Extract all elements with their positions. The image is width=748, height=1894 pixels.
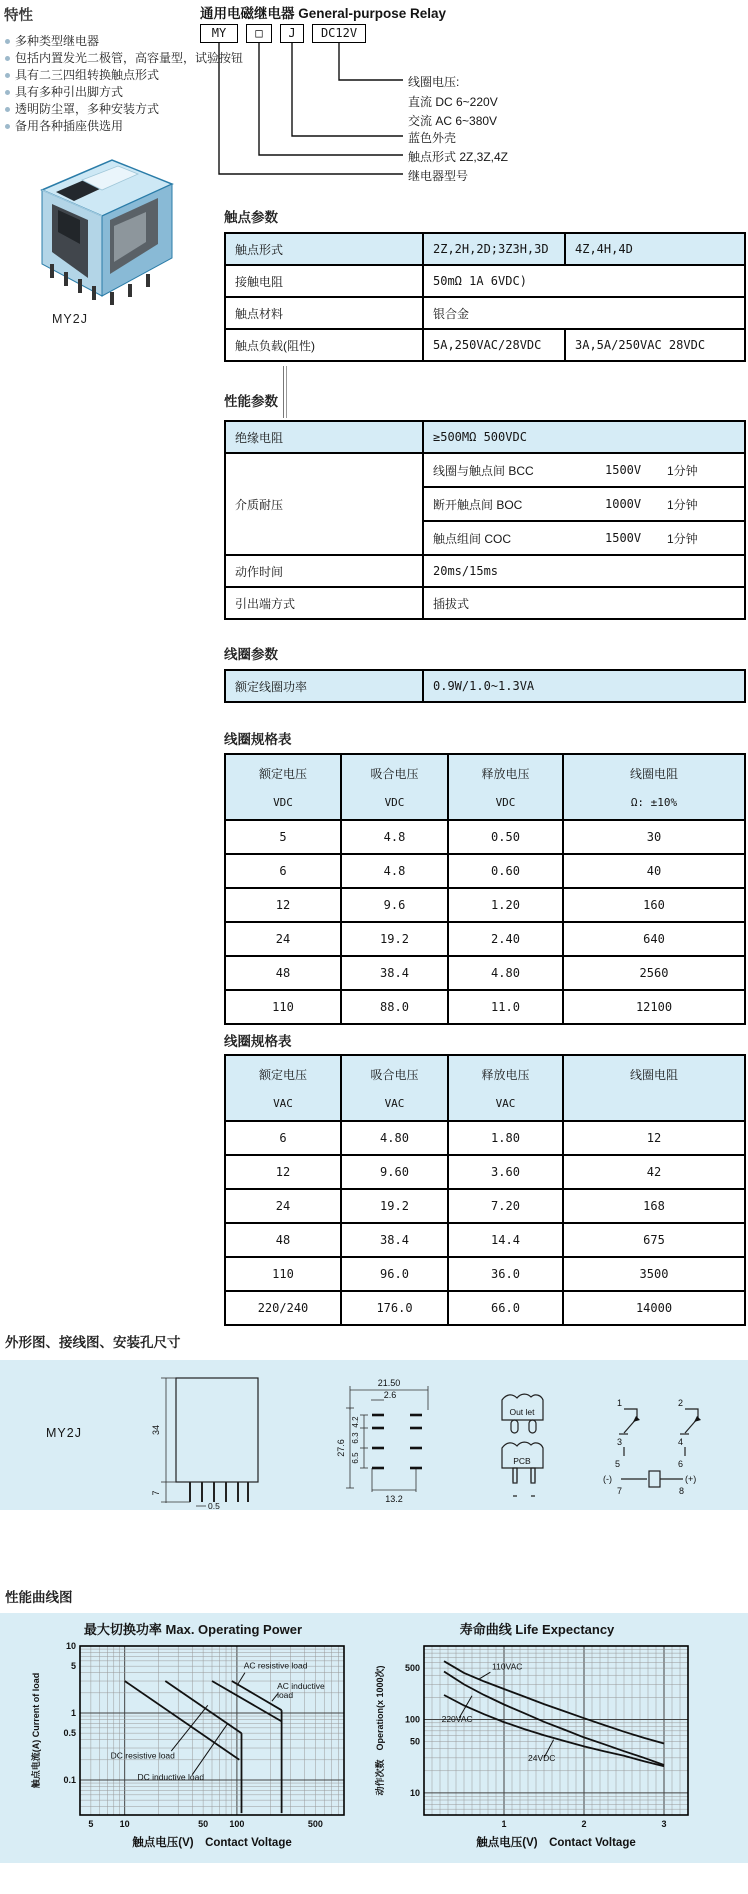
table-row bbox=[225, 1291, 745, 1325]
table-cell: 1.20 bbox=[448, 888, 563, 922]
table-row bbox=[225, 922, 745, 956]
features-heading: 特性 bbox=[4, 8, 33, 24]
model-box-series: MY bbox=[200, 24, 238, 43]
table-cell: 24 bbox=[225, 1189, 341, 1223]
contact-params-heading: 触点参数 bbox=[224, 210, 278, 225]
dim-pin-length: 7 bbox=[151, 1490, 161, 1496]
param-value: 插拔式 bbox=[423, 587, 745, 619]
table-cell: 675 bbox=[563, 1223, 745, 1257]
pin-number-2: 2 bbox=[678, 1398, 684, 1408]
table-cell: 176.0 bbox=[341, 1291, 448, 1325]
table-cell: 14.4 bbox=[448, 1223, 563, 1257]
table-body bbox=[225, 820, 745, 1024]
dielectric-duration: 1分钟 bbox=[667, 531, 698, 546]
svg-text:0.5: 0.5 bbox=[63, 1728, 76, 1739]
table-cell: 30 bbox=[563, 820, 745, 854]
feature-item: 具有二三四组转换触点形式 bbox=[4, 67, 204, 84]
param-value bbox=[423, 521, 745, 555]
outlet-label: Out let bbox=[509, 1407, 535, 1417]
svg-text:110VAC: 110VAC bbox=[492, 1661, 523, 1672]
svg-text:5: 5 bbox=[88, 1819, 94, 1829]
param-value: ≥500MΩ 500VDC bbox=[423, 421, 745, 453]
table-row bbox=[225, 888, 745, 922]
param-value: 0.9W/1.0~1.3VA bbox=[423, 670, 745, 702]
column-header: 额定电压 VAC bbox=[225, 1055, 341, 1121]
dim-pcb-spacing-mid: 6.3 bbox=[351, 1432, 360, 1444]
dim-pin-tip: 0.5 bbox=[208, 1501, 220, 1510]
dim-height: 34 bbox=[151, 1424, 161, 1436]
coil-spec-ac-heading: 线圈规格表 bbox=[224, 1034, 292, 1049]
param-value: 3A,5A/250VAC 28VDC bbox=[565, 329, 745, 361]
param-value: 4Z,4H,4D bbox=[565, 233, 745, 265]
photo-model-label: MY2J bbox=[52, 312, 88, 326]
feature-item: 备用各种插座供选用 bbox=[4, 118, 204, 135]
table-cell: 19.2 bbox=[341, 922, 448, 956]
table-row bbox=[225, 587, 745, 619]
param-label: 动作时间 bbox=[225, 555, 423, 587]
pin-number-4: 4 bbox=[678, 1437, 684, 1447]
table-row bbox=[225, 297, 745, 329]
svg-text:10: 10 bbox=[409, 1787, 420, 1798]
svg-text:1: 1 bbox=[501, 1819, 507, 1829]
svg-text:动作次数 Operation(x 1000次): 动作次数 Operation(x 1000次) bbox=[375, 1665, 385, 1796]
table-cell: 6 bbox=[225, 1121, 341, 1155]
svg-text:3: 3 bbox=[661, 1819, 667, 1829]
model-box-contact-form: □ bbox=[246, 24, 272, 43]
table-cell: 110 bbox=[225, 990, 341, 1024]
pcb-holes bbox=[372, 1415, 422, 1468]
svg-text:1: 1 bbox=[70, 1707, 76, 1718]
life-expectancy-chart bbox=[372, 1619, 702, 1858]
svg-text:100: 100 bbox=[229, 1819, 245, 1829]
table-cell: 3500 bbox=[563, 1257, 745, 1291]
table-cell: 38.4 bbox=[341, 956, 448, 990]
svg-text:触点电流(A) Current of load: 触点电流(A) Current of load bbox=[31, 1672, 41, 1789]
table-cell: 0.60 bbox=[448, 854, 563, 888]
column-header: 线圈电阻 bbox=[563, 1055, 745, 1121]
table-row bbox=[225, 956, 745, 990]
table-cell: 24 bbox=[225, 922, 341, 956]
param-label: 绝缘电阻 bbox=[225, 421, 423, 453]
dim-pcb-height: 27.6 bbox=[336, 1439, 346, 1457]
table-body bbox=[225, 1121, 745, 1325]
param-value: 银合金 bbox=[423, 297, 745, 329]
coil-plus-label: (+) bbox=[685, 1474, 697, 1484]
param-label: 接触电阻 bbox=[225, 265, 423, 297]
callout-coil-voltage-ac: 交流 AC 6~380V bbox=[408, 114, 498, 128]
table-cell: 160 bbox=[563, 888, 745, 922]
callout-relay-model: 继电器型号 bbox=[408, 169, 469, 183]
table-cell: 48 bbox=[225, 956, 341, 990]
relay-side-view bbox=[176, 1378, 258, 1502]
svg-text:5: 5 bbox=[70, 1661, 76, 1672]
table-cell: 7.20 bbox=[448, 1189, 563, 1223]
dim-pcb-bottom: 13.2 bbox=[385, 1494, 403, 1504]
table-cell: 5 bbox=[225, 820, 341, 854]
table-cell: 4.8 bbox=[341, 854, 448, 888]
table-cell: 12100 bbox=[563, 990, 745, 1024]
side-view-dimensions bbox=[161, 1378, 206, 1506]
param-label: 触点形式 bbox=[225, 233, 423, 265]
table-row bbox=[225, 555, 745, 587]
table-row bbox=[225, 820, 745, 854]
svg-text:AC inductive: AC inductive bbox=[277, 1680, 325, 1691]
svg-text:load: load bbox=[277, 1689, 294, 1700]
series-AC-resistive-load bbox=[212, 1681, 282, 1721]
feature-item: 具有多种引出脚方式 bbox=[4, 84, 204, 101]
pin-number-6: 6 bbox=[678, 1459, 684, 1469]
series-DC-inductive-load bbox=[165, 1681, 241, 1733]
table-row bbox=[225, 670, 745, 702]
performance-heading: 性能参数 bbox=[224, 394, 278, 409]
column-header: 释放电压 VDC bbox=[448, 754, 563, 820]
chart-svg bbox=[28, 1641, 358, 1853]
pcb-terminal-sketch bbox=[502, 1442, 543, 1496]
column-header: 线圈电阻 Ω: ±10% bbox=[563, 754, 745, 820]
svg-text:50: 50 bbox=[198, 1819, 209, 1829]
table-row bbox=[225, 1223, 745, 1257]
table-cell: 40 bbox=[563, 854, 745, 888]
page-title: 通用电磁继电器 General-purpose Relay bbox=[200, 6, 447, 21]
column-header: 额定电压 VDC bbox=[225, 754, 341, 820]
table-cell: 36.0 bbox=[448, 1257, 563, 1291]
table-cell: 66.0 bbox=[448, 1291, 563, 1325]
coil-params-table bbox=[224, 669, 746, 703]
table-cell: 88.0 bbox=[341, 990, 448, 1024]
series-110VAC bbox=[441, 1661, 664, 1743]
coil-params-heading: 线圈参数 bbox=[224, 647, 278, 662]
table-cell: 14000 bbox=[563, 1291, 745, 1325]
param-value bbox=[423, 487, 745, 521]
outline-model-label: MY2J bbox=[46, 1426, 82, 1440]
performance-section bbox=[224, 390, 746, 620]
schematic-contact-arrows bbox=[633, 1416, 701, 1422]
table-row bbox=[225, 1155, 745, 1189]
chart-plot bbox=[372, 1641, 702, 1858]
feature-item: 透明防尘罩，多种安装方式 bbox=[4, 101, 204, 118]
dim-pcb-width: 21.50 bbox=[377, 1378, 401, 1388]
svg-text:10: 10 bbox=[65, 1641, 76, 1651]
series-220VAC bbox=[441, 1672, 664, 1766]
dielectric-name: 线圈与触点间 BCC bbox=[433, 463, 534, 478]
param-value: 50mΩ 1A 6VDC) bbox=[423, 265, 745, 297]
table-head bbox=[225, 754, 745, 820]
outline-panel bbox=[0, 1360, 748, 1510]
outline-drawings bbox=[0, 1360, 748, 1510]
callout-coil-voltage: 线圈电压: bbox=[408, 75, 460, 89]
coil-spec-dc-section bbox=[224, 728, 746, 1025]
dielectric-duration: 1分钟 bbox=[667, 497, 698, 512]
curves-panel bbox=[0, 1613, 748, 1863]
table-row bbox=[225, 1121, 745, 1155]
param-label: 额定线圈功率 bbox=[225, 670, 423, 702]
table-cell: 1.80 bbox=[448, 1121, 563, 1155]
table-cell: 2560 bbox=[563, 956, 745, 990]
coil-spec-dc-heading: 线圈规格表 bbox=[224, 732, 292, 747]
svg-text:50: 50 bbox=[409, 1736, 420, 1747]
coil-minus-label: (-) bbox=[603, 1474, 612, 1484]
table-cell: 42 bbox=[563, 1155, 745, 1189]
svg-text:DC inductive load: DC inductive load bbox=[137, 1771, 205, 1782]
coil-spec-dc-table bbox=[224, 753, 746, 1025]
table-row bbox=[225, 265, 745, 297]
header-row bbox=[225, 1055, 745, 1121]
outline-heading: 外形图、接线图、安装孔尺寸 bbox=[5, 1335, 181, 1350]
table-cell: 48 bbox=[225, 1223, 341, 1257]
param-label: 介质耐压 bbox=[225, 453, 423, 555]
table-cell: 96.0 bbox=[341, 1257, 448, 1291]
series-AC-inductive-load bbox=[232, 1681, 282, 1710]
table-cell: 11.0 bbox=[448, 990, 563, 1024]
coil-spec-ac-table bbox=[224, 1054, 746, 1326]
table-row bbox=[225, 1189, 745, 1223]
dielectric-name: 断开触点间 BOC bbox=[433, 497, 523, 512]
table-cell: 4.80 bbox=[448, 956, 563, 990]
model-section bbox=[200, 2, 748, 194]
performance-table bbox=[224, 420, 746, 620]
table-cell: 4.80 bbox=[341, 1121, 448, 1155]
table-cell: 38.4 bbox=[341, 1223, 448, 1257]
svg-text:100: 100 bbox=[404, 1714, 420, 1725]
dielectric-voltage: 1500V bbox=[605, 463, 642, 477]
table-head bbox=[225, 1055, 745, 1121]
table-row bbox=[225, 233, 745, 265]
param-value: 5A,250VAC/28VDC bbox=[423, 329, 565, 361]
table-cell: 12 bbox=[225, 888, 341, 922]
pin-number-8: 8 bbox=[679, 1486, 685, 1496]
param-value: 20ms/15ms bbox=[423, 555, 745, 587]
svg-text:触点电压(V) Contact Voltage: 触点电压(V) Contact Voltage bbox=[476, 1837, 636, 1849]
param-value: 2Z,2H,2D;3Z3H,3D bbox=[423, 233, 565, 265]
column-header: 吸合电压 VDC bbox=[341, 754, 448, 820]
max-operating-power-chart bbox=[28, 1619, 358, 1858]
svg-text:AC resistive load: AC resistive load bbox=[243, 1660, 308, 1671]
pin-number-1: 1 bbox=[617, 1398, 623, 1408]
table-row bbox=[225, 453, 745, 487]
table-cell: 6 bbox=[225, 854, 341, 888]
table-cell: 9.60 bbox=[341, 1155, 448, 1189]
table-cell: 220/240 bbox=[225, 1291, 341, 1325]
dim-pcb-spacing-bot: 6.5 bbox=[351, 1452, 360, 1464]
relay-photo bbox=[26, 146, 186, 326]
chart-plot bbox=[28, 1641, 358, 1858]
table-row bbox=[225, 421, 745, 453]
param-label: 引出端方式 bbox=[225, 587, 423, 619]
model-box-case: J bbox=[280, 24, 304, 43]
callout-case-color: 蓝色外壳 bbox=[408, 131, 457, 145]
dielectric-duration: 1分钟 bbox=[667, 463, 698, 478]
contact-params-section bbox=[224, 206, 746, 362]
svg-text:500: 500 bbox=[307, 1819, 323, 1829]
dielectric-voltage: 1000V bbox=[605, 497, 642, 511]
svg-text:2: 2 bbox=[581, 1819, 587, 1829]
table-cell: 2.40 bbox=[448, 922, 563, 956]
param-label: 触点材料 bbox=[225, 297, 423, 329]
table-cell: 4.8 bbox=[341, 820, 448, 854]
feature-item: 包括内置发光二极管，高容量型，试验按钮 bbox=[4, 50, 204, 67]
dim-pcb-spacing-top: 4.2 bbox=[351, 1416, 360, 1428]
table-row bbox=[225, 990, 745, 1024]
pin-number-7: 7 bbox=[617, 1486, 623, 1496]
column-header: 释放电压 VAC bbox=[448, 1055, 563, 1121]
table-cell: 0.50 bbox=[448, 820, 563, 854]
svg-text:DC resistive load: DC resistive load bbox=[110, 1750, 175, 1761]
table-cell: 168 bbox=[563, 1189, 745, 1223]
header-row bbox=[225, 754, 745, 820]
callout-coil-voltage-dc: 直流 DC 6~220V bbox=[408, 95, 498, 109]
table-cell: 12 bbox=[563, 1121, 745, 1155]
chart-svg bbox=[372, 1641, 702, 1853]
contact-params-table bbox=[224, 232, 746, 362]
column-header: 吸合电压 VAC bbox=[341, 1055, 448, 1121]
table-cell: 9.6 bbox=[341, 888, 448, 922]
pcb-label: PCB bbox=[513, 1456, 531, 1466]
callout-contact-form: 触点形式 2Z,3Z,4Z bbox=[408, 150, 509, 164]
feature-item: 多种类型继电器 bbox=[4, 33, 204, 50]
table-cell: 640 bbox=[563, 922, 745, 956]
svg-text:触点电压(V) Contact Voltage: 触点电压(V) Contact Voltage bbox=[132, 1837, 292, 1849]
table-cell: 19.2 bbox=[341, 1189, 448, 1223]
svg-text:220VAC: 220VAC bbox=[441, 1714, 473, 1725]
param-value bbox=[423, 453, 745, 487]
chart-title: 寿命曲线 Life Expectancy bbox=[459, 1622, 615, 1637]
table-row bbox=[225, 329, 745, 361]
coil-spec-ac-section bbox=[224, 1030, 746, 1326]
table-row bbox=[225, 1257, 745, 1291]
svg-text:24VDC: 24VDC bbox=[528, 1753, 556, 1764]
relay-photo-illustration bbox=[26, 146, 184, 314]
chart-title: 最大切换功率 Max. Operating Power bbox=[83, 1622, 303, 1637]
svg-text:500: 500 bbox=[404, 1663, 420, 1674]
param-label: 触点负载(阻性) bbox=[225, 329, 423, 361]
curves-heading: 性能曲线图 bbox=[5, 1590, 73, 1605]
table-cell: 12 bbox=[225, 1155, 341, 1189]
dielectric-voltage: 1500V bbox=[605, 531, 642, 545]
table-cell: 3.60 bbox=[448, 1155, 563, 1189]
dim-pcb-pitch: 2.6 bbox=[383, 1390, 397, 1400]
svg-text:0.1: 0.1 bbox=[63, 1774, 76, 1785]
model-box-coil-voltage: DC12V bbox=[312, 24, 366, 43]
coil-params-section bbox=[224, 643, 746, 703]
svg-text:10: 10 bbox=[119, 1819, 130, 1829]
dielectric-name: 触点组间 COC bbox=[433, 531, 512, 546]
pin-number-3: 3 bbox=[617, 1437, 623, 1447]
table-cell: 110 bbox=[225, 1257, 341, 1291]
pin-number-5: 5 bbox=[615, 1459, 621, 1469]
table-row bbox=[225, 854, 745, 888]
